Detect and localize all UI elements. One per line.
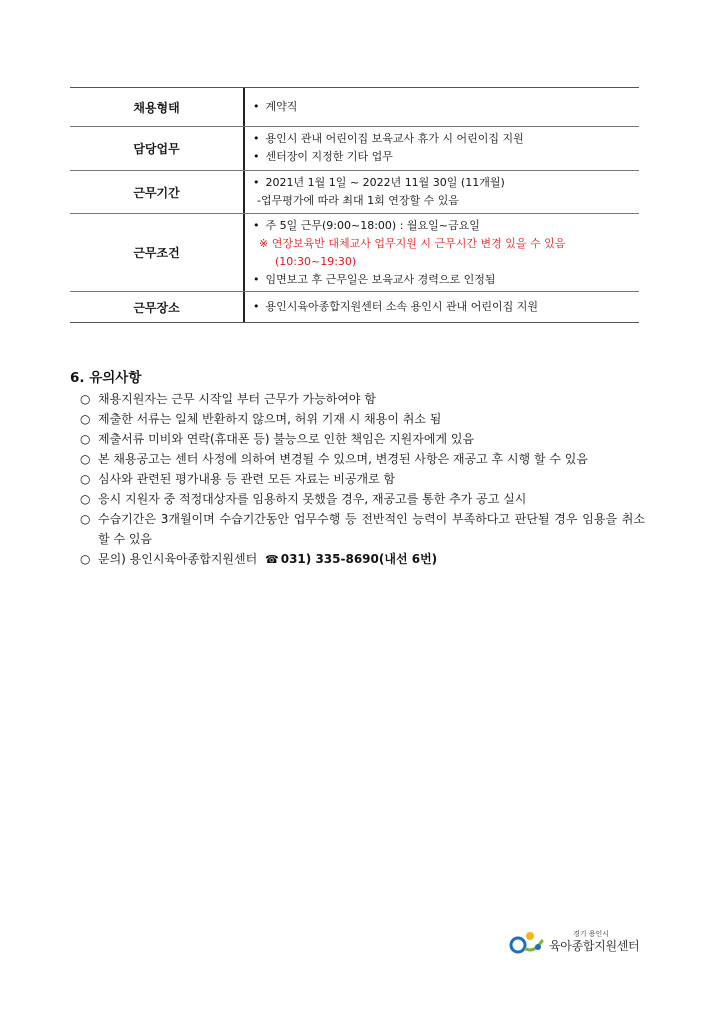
list-item-contact [80,549,645,570]
contact-prefix: 문의) 용인시육아종합지원센터 [98,552,258,566]
note-text: 심사와 관련된 평가내용 등 관련 모든 자료는 비공개로 함 [98,472,396,486]
circle-bullet-icon: ○ [80,452,91,466]
list-item [80,489,645,509]
list-item [80,389,645,409]
row-label: 채용형태 [70,88,245,126]
table-row-conditions [70,214,639,292]
section-title: 6. 유의사항 [70,370,142,386]
row-text: • 계약직 [253,98,297,116]
note-text: 본 채용공고는 센터 사정에 의하여 변경될 수 있으며, 변경된 사항은 재공고 후 시행 할 수 있음 [98,452,588,466]
logo-small-text: 경기 용인시 [573,930,610,938]
table-row-employment-type [70,88,639,127]
table-row-duties [70,127,639,171]
note-text: 제출서류 미비와 연락(휴대폰 등) 불능으로 인한 책임은 지원자에게 있음 [98,432,475,446]
row-text: • 2021년 1월 1일 ~ 2022년 11월 30일 (11개월) [253,174,639,192]
row-label: 근무조건 [70,214,245,291]
circle-bullet-icon: ○ [80,472,91,486]
row-content [245,127,639,170]
list-item [80,429,645,449]
row-content [245,171,639,213]
note-text: 수습기간은 3개월이며 수습기간동안 업무수행 등 전반적인 능력이 부족하다고 판단될 경우 임용을 취소할 수 있음 [98,512,645,546]
table-row-period [70,171,639,214]
note-text: 제출한 서류는 일체 반환하지 않으며, 허위 기재 시 채용이 취소 됨 [98,412,442,426]
row-text: • 용인시 관내 어린이집 보육교사 휴가 시 어린이집 지원 [253,130,639,148]
note-text: 응시 지원자 중 적정대상자를 임용하지 못했을 경우, 재공고를 통한 추가 공고 실시 [98,492,527,506]
phone-icon: ☎ [265,553,279,566]
row-content [245,214,639,291]
employment-info-table [70,87,639,323]
circle-bullet-icon: ○ [80,552,91,566]
row-text: • 용인시육아종합지원센터 소속 용인시 관내 어린이집 지원 [253,298,538,316]
row-text: • 임면보고 후 근무일은 보육교사 경력으로 인정됨 [253,271,639,289]
contact-text [98,549,645,570]
circle-bullet-icon: ○ [80,492,91,506]
row-text: • 센터장이 지정한 기타 업무 [253,148,639,166]
circle-bullet-icon: ○ [80,412,91,426]
table-row-location [70,292,639,322]
row-label: 근무장소 [70,292,245,322]
center-logo [508,927,639,957]
circle-bullet-icon: ○ [80,512,91,526]
list-item [80,449,645,469]
row-note-red: ※ 연장보육반 대체교사 업무지원 시 근무시간 변경 있을 수 있음 [259,237,566,250]
row-note-red-time: (10:30~19:30) [275,255,357,268]
list-item [80,469,645,489]
row-content [245,292,639,322]
circle-bullet-icon: ○ [80,392,91,406]
row-label: 담당업무 [70,127,245,170]
row-text: -업무평가에 따라 최대 1회 연장할 수 있음 [257,194,459,207]
logo-mark-icon [508,927,546,957]
row-text: • 주 5일 근무(9:00~18:00) : 월요일~금요일 [253,217,639,235]
list-item [80,509,645,549]
row-label: 근무기간 [70,171,245,213]
circle-bullet-icon: ○ [80,432,91,446]
contact-phone: 031) 335-8690(내선 6번) [280,552,438,566]
row-content [245,88,639,126]
logo-main-text: 육아종합지원센터 [549,939,640,953]
list-item [80,409,645,429]
notes-list [80,389,645,570]
note-text: 채용지원자는 근무 시작일 부터 근무가 가능하여야 함 [98,392,376,406]
logo-text [549,930,639,954]
